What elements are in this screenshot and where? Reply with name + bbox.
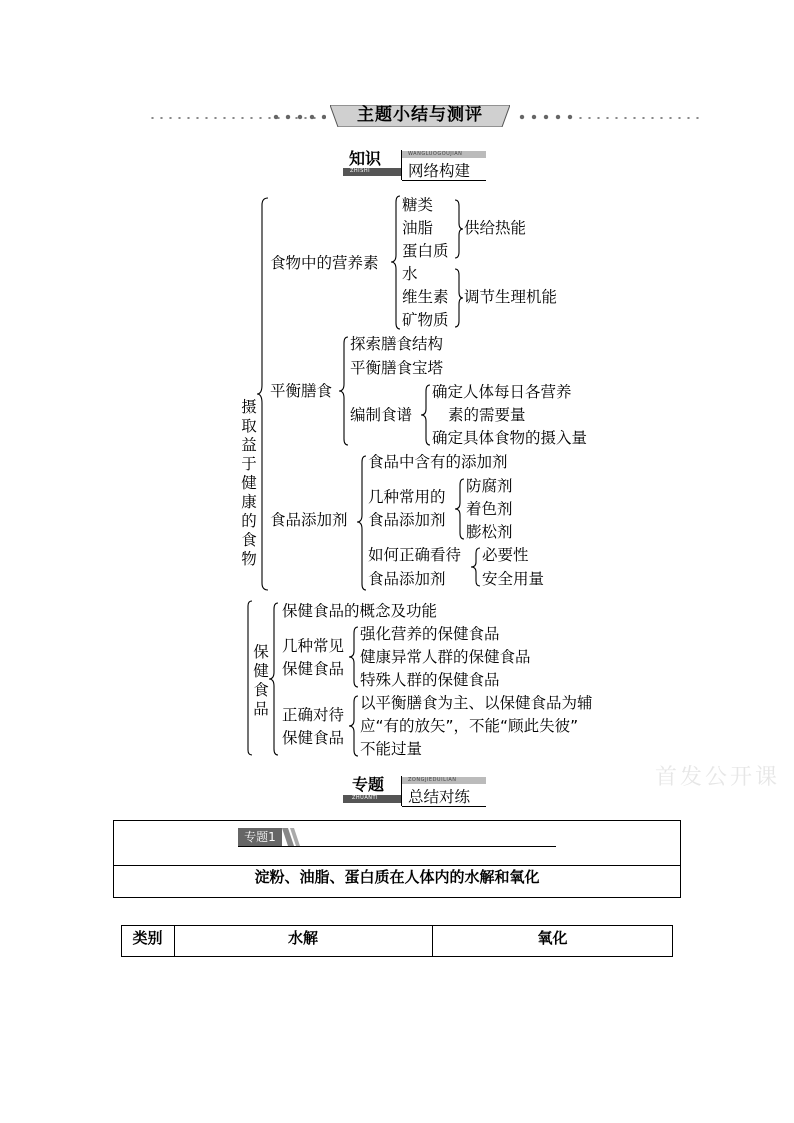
view-additives-brace xyxy=(470,547,482,587)
section2-header-pinyin-top: ZONGJIEDUILIAN xyxy=(408,777,457,783)
group2-role: 调节生理机能 xyxy=(464,288,558,306)
tree2-root-label: 保健食品 xyxy=(253,643,269,718)
proper-item-2: 应“有的放矢”，不能“顾此失彼” xyxy=(360,717,579,735)
additives-brace xyxy=(356,455,368,591)
tree2-item-concept: 保健食品的概念及功能 xyxy=(282,602,438,620)
recipe-brace xyxy=(420,384,432,446)
recipe-item-2: 确定具体食物的摄入量 xyxy=(432,429,588,447)
kind-special-group: 特殊人群的保健食品 xyxy=(360,671,500,689)
nutrients-label: 食物中的营养素 xyxy=(270,254,379,272)
recipe-item-1b: 素的需要量 xyxy=(448,406,526,424)
nutrient-protein: 蛋白质 xyxy=(402,242,449,260)
proper-label-2: 保健食品 xyxy=(282,729,345,747)
watermark: 首发公开课 xyxy=(655,765,781,790)
kinds-brace xyxy=(348,626,360,688)
balanced-label: 平衡膳食 xyxy=(270,382,333,400)
banner-title: 主题小结与测评 xyxy=(357,105,483,125)
nutrient-fat: 油脂 xyxy=(402,219,434,237)
common-additives-label-1: 几种常用的 xyxy=(368,488,446,506)
topic-tag-stripes xyxy=(282,828,304,846)
balanced-brace xyxy=(338,336,350,446)
additive-leavening: 膨松剂 xyxy=(466,523,513,541)
section-header-pinyin-top: WANGLUOGOUJIAN xyxy=(408,151,463,157)
proper-brace xyxy=(348,695,360,757)
topic-tag-underline xyxy=(238,846,556,847)
view-additives-label-2: 食品添加剂 xyxy=(368,570,446,588)
proper-item-3: 不能过量 xyxy=(360,740,423,758)
additives-label: 食品添加剂 xyxy=(270,511,348,529)
common-additives-label-2: 食品添加剂 xyxy=(368,511,446,529)
section2-header-pinyin-bottom: ZHUANTI xyxy=(352,795,379,801)
nutrient-mineral: 矿物质 xyxy=(402,311,449,329)
recipe-label: 编制食谱 xyxy=(350,406,413,424)
section2-header-sub: 总结对练 xyxy=(408,788,471,806)
banner-dotline-right xyxy=(576,117,704,119)
balanced-item-structure: 探索膳食结构 xyxy=(350,335,444,353)
additive-item-contained: 食品中含有的添加剂 xyxy=(368,453,508,471)
kind-fortified: 强化营养的保健食品 xyxy=(360,625,500,643)
section2-header-main: 专题 xyxy=(352,775,385,794)
tree2-brace xyxy=(268,602,280,756)
tree1-root-brace xyxy=(256,197,270,591)
balanced-item-pyramid: 平衡膳食宝塔 xyxy=(350,359,444,377)
table-header-hydrolysis: 水解 xyxy=(287,929,318,947)
kinds-label-2: 保健食品 xyxy=(282,660,345,678)
section-header-underline xyxy=(402,180,486,181)
kinds-label-1: 几种常见 xyxy=(282,637,345,655)
banner-dots-left xyxy=(270,114,326,120)
group1-close-brace xyxy=(454,199,464,259)
section-header-pinyin-bottom: ZHISHI xyxy=(350,168,371,174)
banner-dots-right xyxy=(516,114,576,120)
nutrients-brace xyxy=(390,195,402,330)
tree1-root-label: 摄取益于健康的食物 xyxy=(241,398,257,568)
table-header-oxidation: 氧化 xyxy=(537,929,568,947)
nutrient-water: 水 xyxy=(402,265,418,283)
topic-title: 淀粉、油脂、蛋白质在人体内的水解和氧化 xyxy=(254,868,540,886)
group1-role: 供给热能 xyxy=(464,219,527,237)
nutrient-carbohydrate: 糖类 xyxy=(402,196,434,214)
view-safe-dose: 安全用量 xyxy=(482,570,545,588)
additive-colorant: 着色剂 xyxy=(466,500,513,518)
common-additives-brace xyxy=(454,478,466,540)
additive-preservative: 防腐剂 xyxy=(466,477,513,495)
topic-tag: 专题1 xyxy=(238,828,282,846)
view-necessity: 必要性 xyxy=(482,546,529,564)
proper-item-1: 以平衡膳食为主、以保健食品为辅 xyxy=(360,694,593,712)
section-header-main: 知识 xyxy=(349,149,382,168)
group2-close-brace xyxy=(454,268,464,328)
view-additives-label-1: 如何正确看待 xyxy=(368,546,462,564)
nutrient-vitamin: 维生素 xyxy=(402,288,449,306)
section2-header-underline xyxy=(402,806,486,807)
proper-label-1: 正确对待 xyxy=(282,706,345,724)
kind-abnormal-health: 健康异常人群的保健食品 xyxy=(360,648,531,666)
section-header-sub: 网络构建 xyxy=(408,162,471,180)
table-header-category: 类别 xyxy=(132,929,163,947)
recipe-item-1a: 确定人体每日各营养 xyxy=(432,383,572,401)
